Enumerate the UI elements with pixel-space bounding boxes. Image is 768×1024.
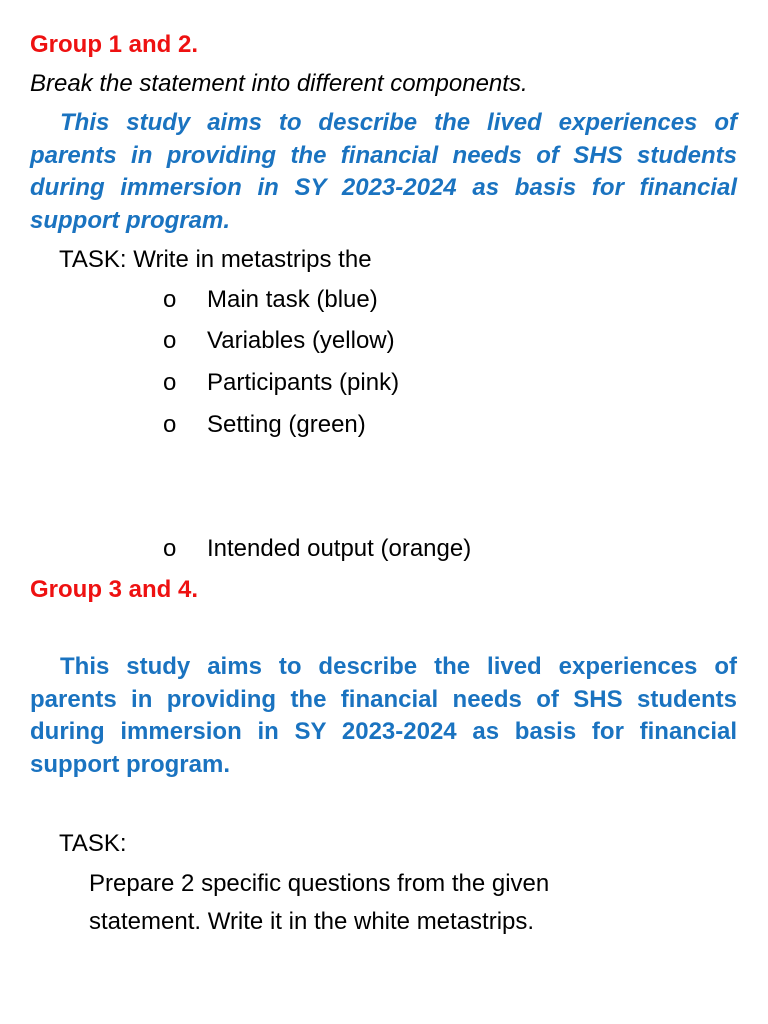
list-item-label: Main task (blue) — [207, 286, 378, 313]
list-item — [163, 286, 378, 314]
list-item — [163, 369, 399, 397]
list-item-label: Participants (pink) — [207, 369, 400, 396]
bullet-marker: o — [163, 286, 177, 313]
group-1-2-heading: Group 1 and 2. — [30, 31, 199, 58]
list-item-label: Setting (green) — [207, 411, 366, 438]
list-item-label: Variables (yellow) — [207, 327, 395, 354]
list-item — [163, 535, 471, 563]
list-item-label: Intended output (orange) — [207, 535, 472, 562]
task-2-line-1: Prepare 2 specific questions from the given — [89, 870, 550, 897]
list-item — [163, 327, 395, 355]
instruction-text: Break the statement into different components. — [30, 70, 528, 97]
task-1-text: TASK: Write in metastrips the — [59, 246, 372, 273]
research-statement-2: This study aims to describe the lived experiences of parents in providing the financial needs of SHS students during immersion in SY 2023-2024 as basis for financial support program. — [30, 653, 737, 778]
task-2-text: TASK: — [59, 830, 127, 857]
bullet-marker: o — [163, 535, 177, 562]
task-2-line-2: statement. Write it in the white metastrips. — [89, 908, 535, 935]
group-3-4-heading: Group 3 and 4. — [30, 576, 199, 603]
bullet-marker: o — [163, 369, 177, 396]
bullet-marker: o — [163, 327, 177, 354]
research-statement-1: This study aims to describe the lived experiences of parents in providing the financial needs of SHS students during immersion in SY 2023-2024 as basis for financial support program. — [30, 109, 737, 234]
list-item — [163, 411, 366, 439]
bullet-marker: o — [163, 411, 177, 438]
